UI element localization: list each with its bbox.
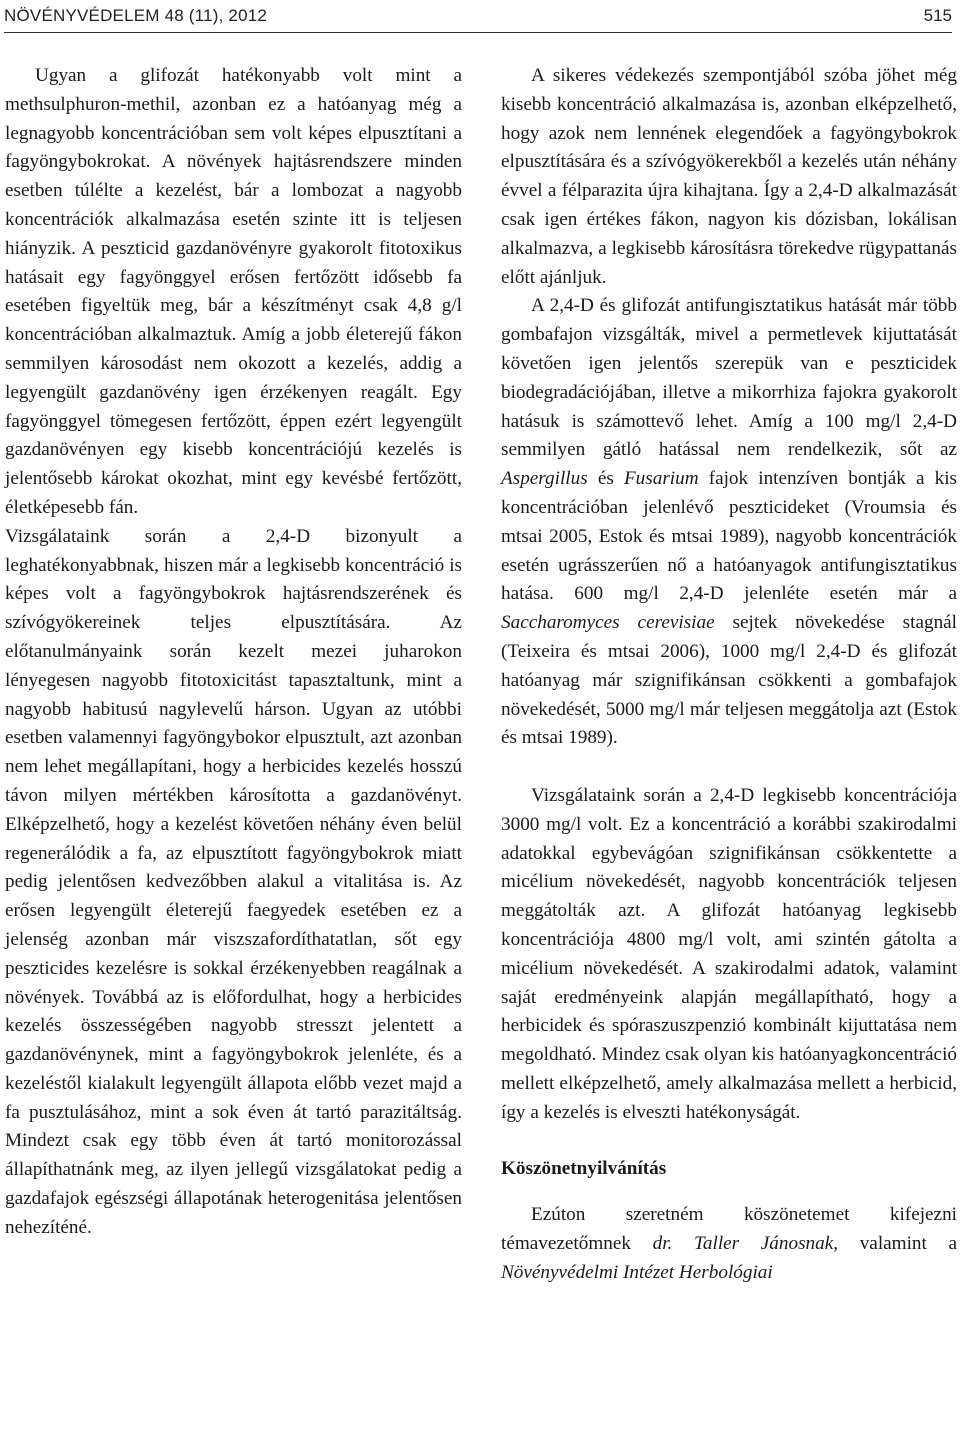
right-paragraph-4 [501,1201,957,1287]
right-column [501,62,957,1288]
left-column [5,62,462,1243]
right-paragraph-2-text-c: fajok intenzíven bontják a kis koncentrációban jelenlévő peszticideket (Vroumsia és mtsai 2005, Estok és mtsai 1989), nagyobb koncentrációk esetén ugrásszerűen nő a hatóanyagok antifungisztatikus hatása. 600 mg/l 2,4-D jelenléte esetén már a [501,468,957,605]
genus-aspergillus: Aspergillus [501,468,588,490]
institute-name: Növényvédelmi Intézet Herbológiai [501,1261,773,1283]
journal-citation: NÖVÉNYVÉDELEM 48 (11), 2012 [4,6,268,25]
left-paragraph-1: Ugyan a glifozát hatékonyabb volt mint a methsulphuron-methil, azonban ez a hatóanyag még a legnagyobb koncentrációban sem volt képes elpusztítani a fagyöngybokrokat. A növények hajtásrendszere minden esetben túlélte a kezelést, bár a lombozat a nagyobb koncentrációk alkalmazása esetén szinte itt is teljesen hiányzik. A peszticid gazdanövényre gyakorolt fitotoxikus hatásait egy fagyönggyel erősen fertőzött idősebb fa esetében figyeltük meg, bár a készítményt csak 4,8 g/l koncentrációban alkalmaztuk. Amíg a jobb életerejű fákon semmilyen károsodást nem okozott a kezelés, addig a legyengült gazdanövény igen érzékenyen reagált. Egy fagyönggyel tömegesen fertőzött, éppen ezért legyengült gazdanövényen egy kisebb koncentrációjú kezelés is jelentősebb károkat okozhat, mint egy kevésbé fertőzött, életképesebb fán. [5,65,462,518]
section-heading-acknowledgements: Köszönetnyilvánítás [501,1158,667,1180]
right-paragraph-2-text-d: sejtek növekedése stagnál (Teixeira és mtsai 2006), 1000 mg/l 2,4-D és glifozát hatóanyag már szignifikánsan csökkenti a gombafajok növekedését, 5000 mg/l már teljesen meggátolja azt (Estok és mtsai 1989). [501,612,958,749]
left-paragraph-2: Vizsgálataink során a 2,4-D bizonyult a leghatékonyabbnak, hiszen már a legkisebb koncentráció is képes volt a fagyöngybokrok hajtásrendszerének és szívógyökereinek teljes elpusztítására. Az előtanulmányaink során kezelt mezei juharokon lényegesen nagyobb fitotoxicitást tapasztaltunk, mint a nagyobb habitusú nagylevelű hárson. Ugyan az utóbbi esetben valamennyi fagyöngybokor elpusztult, azt azonban nem lehet megállapítani, hogy a herbicides kezelés hosszú távon milyen mértékben károsította a gazdanövényt. Elképzelhető, hogy a kezelést követően néhány éven belül regenerálódik a fa, az elpusztított fagyöngybokrok miatt pedig jelentősen kedvezőbben alakul a vitalitása is. Az erősen legyengült életerejű faegyedek esetében ez a jelenség azonban már viszszafordíthatatlan, sőt egy peszticides kezelésre is sokkal érzékenyebben reagálnak a növények. Továbbá az is előfordulhat, hogy a herbicides kezelés összességében nagyobb stresszt jelentett a gazdanövénynek, mint a fagyöngybokrok jelenléte, és a kezeléstől kialakult legyengült állapota előbb vezet majd a fa pusztulásához, mint a sok éven át tartó parazitáltság. Mindezt csak egy több éven át tartó monitorozással állapíthatnánk meg, az ilyen jellegű vizsgálatokat pedig a gazdafajok egészségi állapotának heterogenitása jelentősen nehezíténé. [5,525,462,1238]
right-paragraph-1: A sikeres védekezés szempontjából szóba jöhet még kisebb koncentráció alkalmazása is, azonban elképzelhető, hogy azok nem lennének elegendőek a fagyöngybokrok elpusztítására és a szívógyökerekből a kezelés után néhány évvel a félparazita újra kihajtana. Így a 2,4-D alkalmazását csak igen értékes fákon, nagyon kis dózisban, lokálisan alkalmazva, a legkisebb károsításra törekedve rügypattanás előtt ajánljuk. [501,65,957,288]
right-paragraph-2 [501,292,957,753]
right-paragraph-2-text-a: A 2,4-D és glifozát antifungisztatikus hatását már több gombafajon vizsgálták, mivel a permetlevek kijuttatását követően igen jelentős szerepük van e peszticidek biodegradációjában, illetve a mikorrhiza fajokra gyakorolt hatásuk is számottevő lehet. Amíg a 100 mg/l 2,4-D semmilyen gátló hatással nem rendelkezik, sőt az [501,295,957,461]
right-paragraph-4-text-a: Ezúton szeretném köszönetemet kifejezni témavezetőmnek [501,1204,957,1255]
genus-fusarium: Fusarium [623,468,699,490]
page-number: 515 [923,6,952,25]
supervisor-name: dr. Taller Jánosnak, [652,1233,839,1255]
right-paragraph-2-text-b: és [587,468,624,490]
species-saccharomyces: Saccharomyces cerevisiae [501,612,715,634]
running-header [4,0,952,33]
right-paragraph-4-text-b: valamint a [838,1233,957,1255]
right-paragraph-3: Vizsgálataink során a 2,4-D legkisebb koncentrációja 3000 mg/l volt. Ez a koncentráció a korábbi szakirodalmi adatokkal egybevágóan szignifikánsan csökkentette a micélium növekedését, nagyobb koncentrációk teljesen meggátolták azt. A glifozát hatóanyag legkisebb koncentrációja 4800 mg/l volt, ami szintén gátolta a micélium növekedését. A szakirodalmi adatok, valamint saját eredményeink alapján megállapítható, hogy a herbicidek és spóraszuszpenzió kombinált kijuttatása nem megoldható. Mindez csak olyan kis hatóanyagkoncentráció mellett elképzelhető, amely alkalmazása mellett a herbicid, így a kezelés is elveszti hatékonyságát. [501,784,957,1123]
